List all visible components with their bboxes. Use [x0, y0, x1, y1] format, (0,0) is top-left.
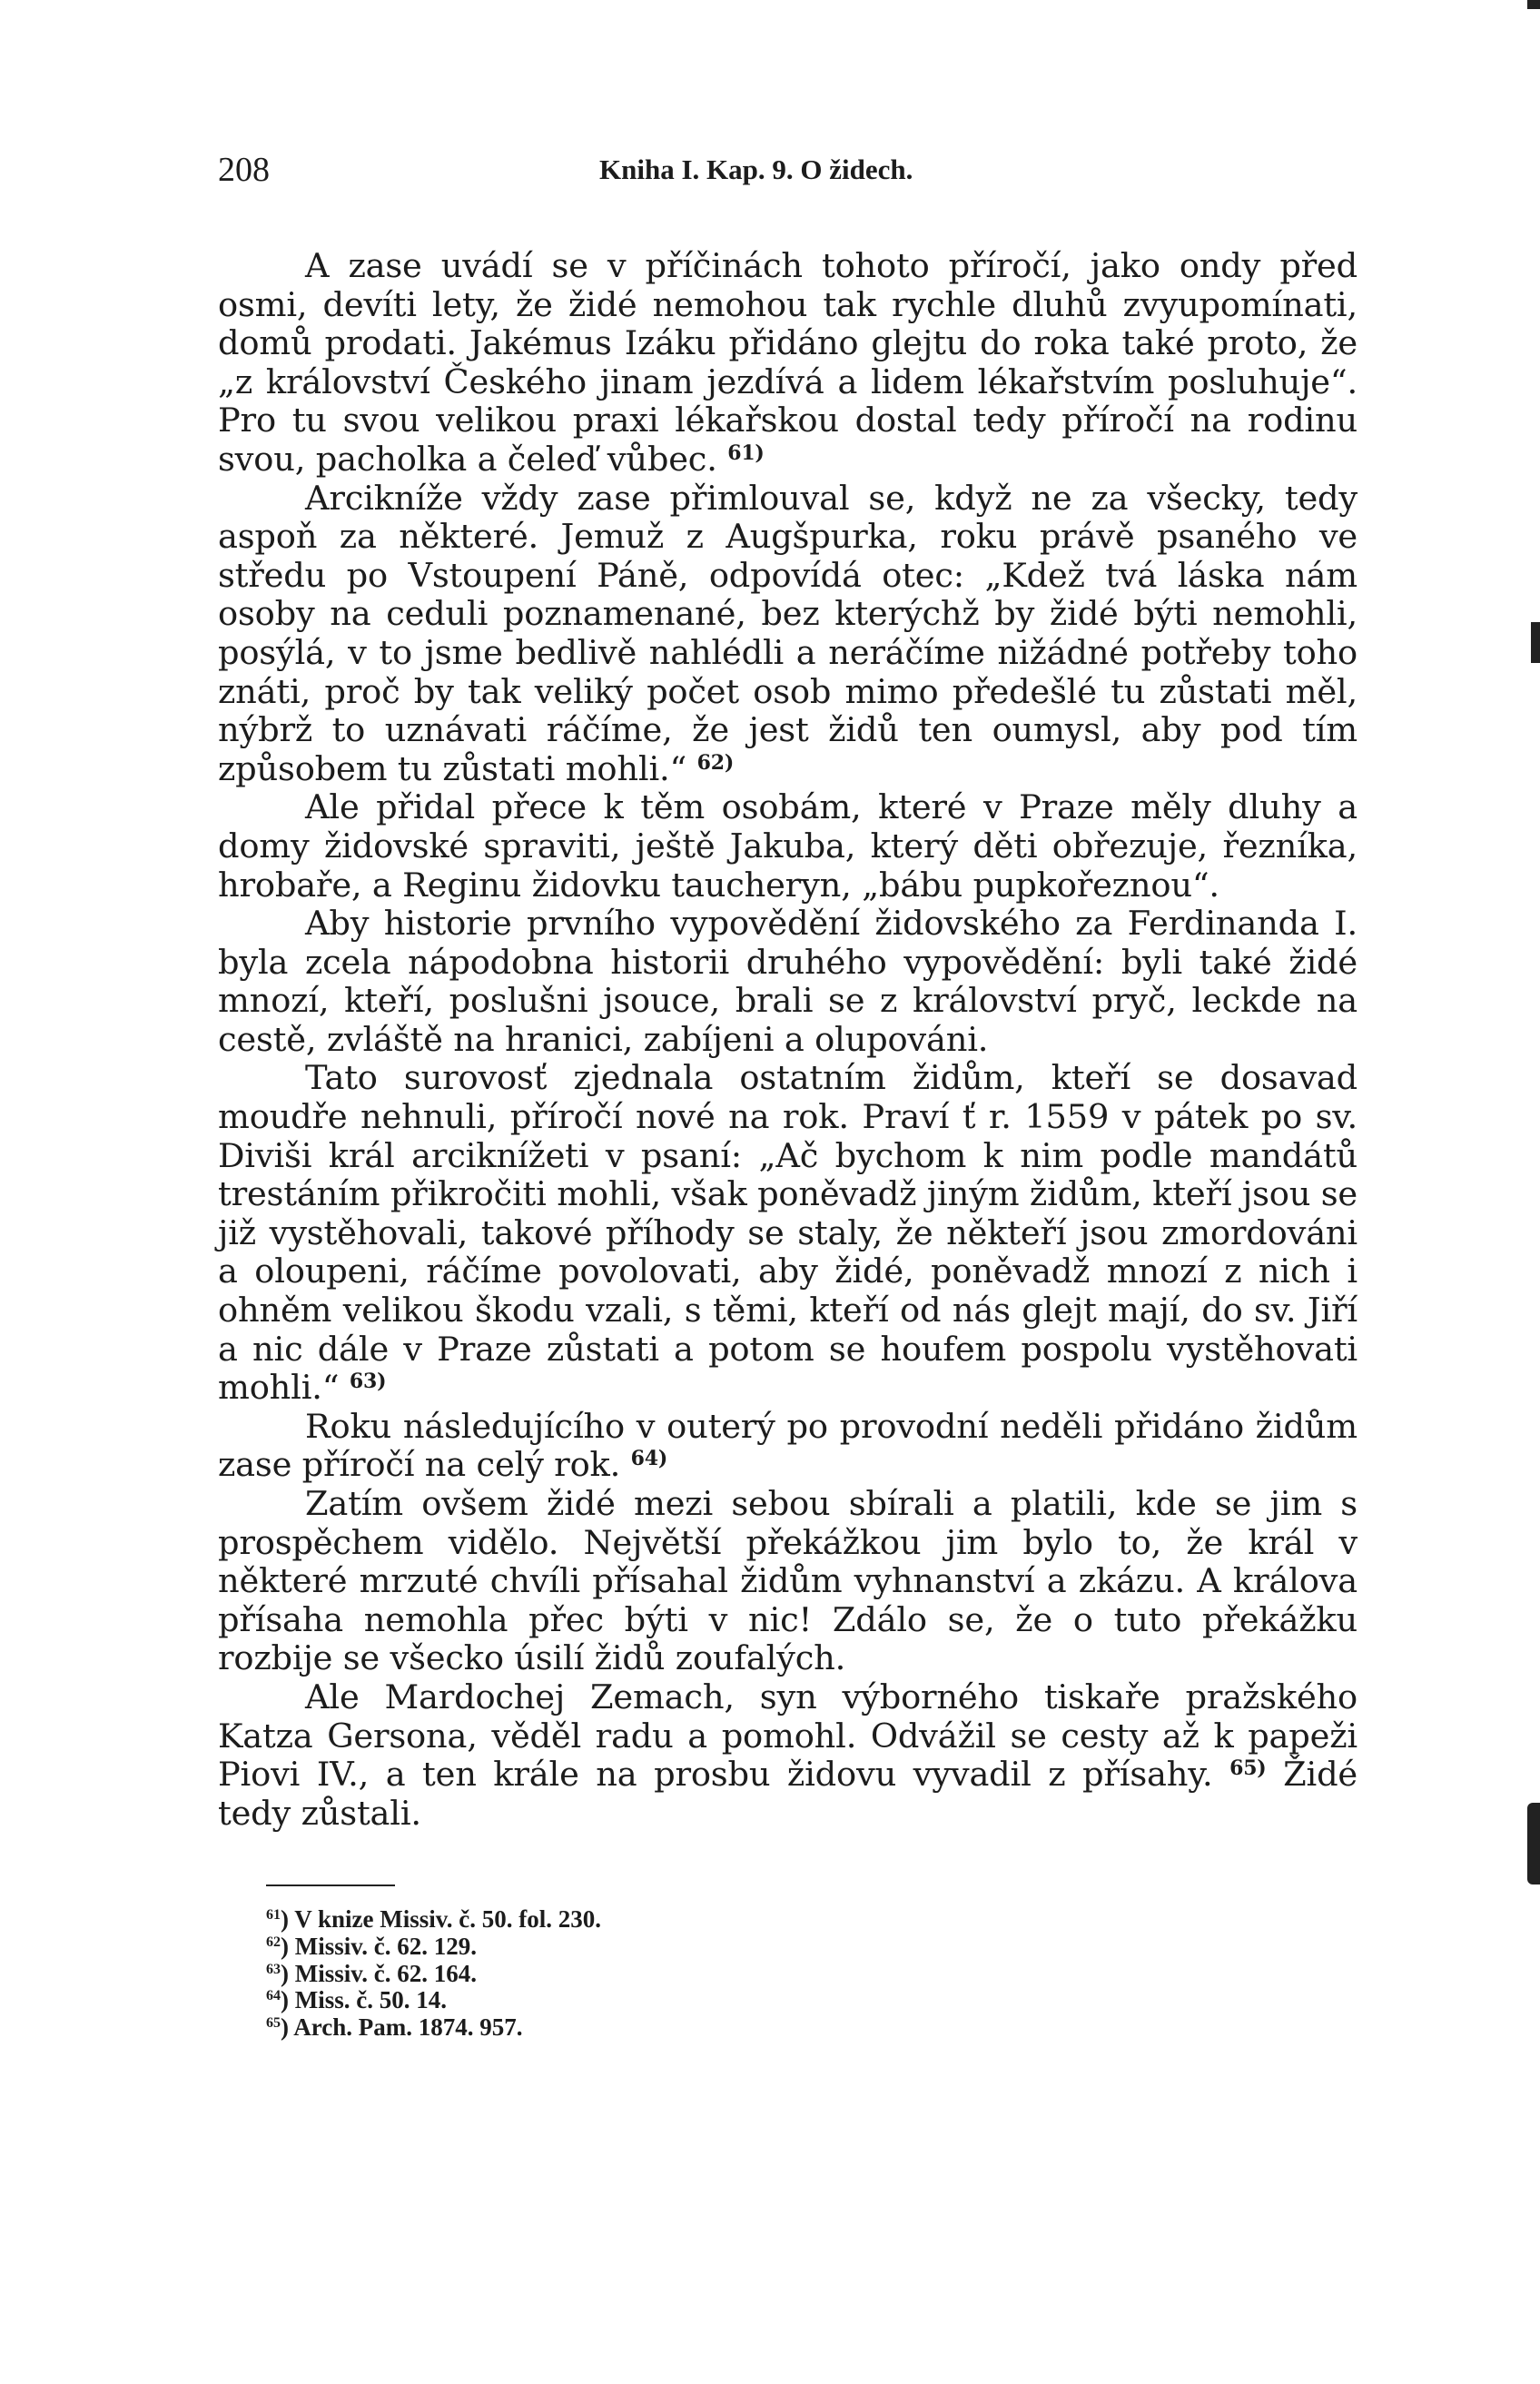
- paragraph: Aby historie prvního vypovědění židovského za Ferdinanda I. byla zcela nápodobna historii druhého vypovědění: byli také židé mnozí, kteří, poslušni jsouce, brali se z království pryč, leckde na cestě, zvláště na hranici, zabíjeni a olupováni.: [218, 904, 1357, 1059]
- scan-artifact: [1531, 622, 1540, 663]
- paragraph: Roku následujícího v outerý po provodní neděli přidáno židům zase příročí na celý rok. $^{64)}$: [218, 1406, 1357, 1485]
- scan-artifact: [1527, 1803, 1540, 1884]
- footnote-ref: 62): [696, 750, 735, 775]
- page-number: 208: [218, 151, 270, 189]
- footnote-ref: 61): [727, 440, 765, 465]
- paragraph: Arcikníže vždy zase přimlouval se, když ne za všecky, tedy aspoň za některé. Jemuž z Augšpurka, roku právě psaného ve středu po Vstoupení Páně, odpovídá otec: „Kdež tvá láska nám osoby na ceduli poznamenané, bez kterýchž by židé býti nemohli, posýlá, v to jsme bedlivě nahlédli a neráčíme nižádné potřeby toho znáti, proč by tak veliký počet osob mimo předešlé tu zůstati měl, nýbrž to uznávati ráčíme, že jest židů ten oumysl, aby pod tím způsobem tu zůstati mohli.“ $^{62)}$: [218, 478, 1357, 788]
- footnote: $^{62}$) Missiv. č. 62. 129.: [266, 1932, 477, 1960]
- page-header: [218, 150, 1362, 195]
- footnote: $^{65}$) Arch. Pam. 1874. 957.: [266, 2013, 523, 2042]
- footnote-ref: 64): [630, 1447, 668, 1471]
- footnote: $^{64}$) Miss. č. 50. 14.: [266, 1986, 447, 2014]
- main-text: [218, 247, 1357, 1833]
- footnote-ref: 63): [349, 1370, 387, 1394]
- paragraph: Ale Mardochej Zemach, syn výborného tiskaře pražského Katza Gersona, věděl radu a pomohl. Odvážil se cesty až k papeži Piovi IV., a ten krále na prosbu židovu vyvadil z přísahy. $^{65)}$ Židé tedy zůstali.: [218, 1677, 1357, 1833]
- footnote: $^{61}$) V knize Missiv. č. 50. fol. 230.: [266, 1905, 602, 1933]
- footnotes: [266, 1906, 601, 2042]
- paragraph: Tato surovosť zjednala ostatním židům, kteří se dosavad moudře nehnuli, příročí nové na rok. Praví ť r. 1559 v pátek po sv. Diviši král arciknížeti v psaní: „Ač bychom k nim podle mandátů trestáním přikročiti mohli, však poněvadž jiným židům, kteří jsou se již vystěhovali, takové příhody se staly, že někteří jsou zmordováni a oloupeni, ráčíme povolovati, aby židé, poněvadž mnozí z nich i ohněm velikou škodu vzali, s těmi, kteří od nás glejt mají, do sv. Jiří a nic dále v Praze zůstati a potom se houfem pospolu vystěhovati mohli.“ $^{63)}$: [218, 1058, 1357, 1408]
- scan-artifact: [1527, 0, 1540, 9]
- paragraph: Ale přidal přece k těm osobám, které v Praze měly dluhy a domy židovské spraviti, ještě Jakuba, který děti obřezuje, řezníka, hrobaře, a Reginu židovku taucheryn, „bábu pupkořeznou“.: [218, 787, 1357, 905]
- footnote-ref: 65): [1229, 1756, 1267, 1781]
- footnote: $^{63}$) Missiv. č. 62. 164.: [266, 1959, 477, 1987]
- footnote-divider: [266, 1884, 395, 1886]
- paragraph: Zatím ovšem židé mezi sebou sbírali a platili, kde se jim s prospěchem vidělo. Největší překážkou jim bylo to, že král v některé mrzuté chvíli přísahal židům vyhnanství a zkázu. A králova přísaha nemohla přec býti v nic! Zdálo se, že o tuto překážku rozbije se všecko úsilí židů zoufalých.: [218, 1484, 1357, 1678]
- paragraph: A zase uvádí se v příčinách tohoto příročí, jako ondy před osmi, devíti lety, že židé nemohou tak rychle dluhů zvyupomínati, domů prodati. Jakémus Izáku přidáno glejtu do roka také proto, že „z království Českého jinam jezdívá a lidem lékařstvím posluhuje“. Pro tu svou velikou praxi lékařskou dostal tedy příročí na rodinu svou, pacholka a čeleď vůbec. $^{61)}$: [218, 246, 1357, 479]
- running-title: Kniha I. Kap. 9. O židech.: [599, 153, 913, 185]
